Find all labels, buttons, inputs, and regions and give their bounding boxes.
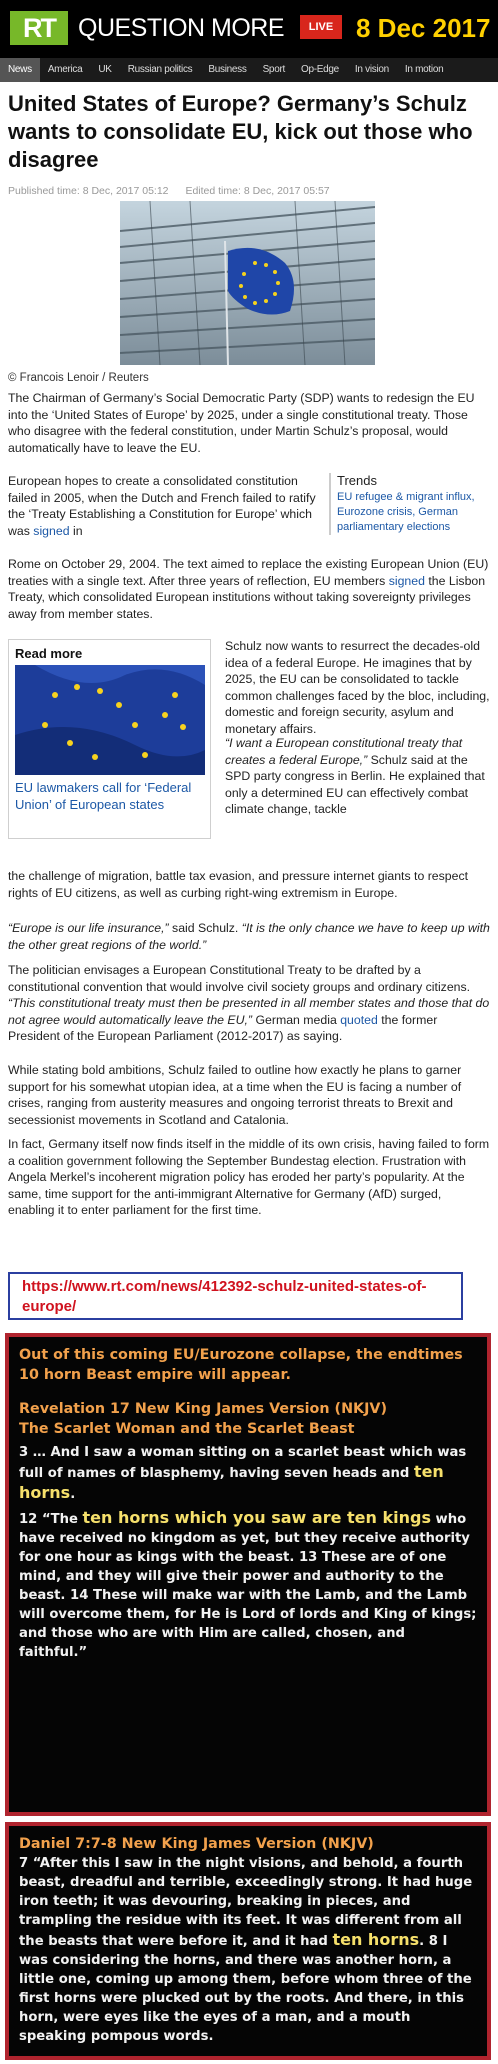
article-meta: [8, 185, 344, 197]
revelation-reference: Revelation 17 New King James Version (NKJV): [19, 1401, 388, 1417]
published-time: Published time: 8 Dec, 2017 05:12: [8, 185, 169, 197]
paragraph-4: [225, 735, 492, 818]
paragraph-1: The Chairman of Germany’s Social Democratic Party (SDP) wants to redesign the EU into the ‘United States of Europe’ by 2025, under a single constitutional treaty. Those who disagree with the federal constitution, under Martin Schulz’s proposal, would automatically have to leave the EU.: [8, 391, 475, 455]
verse-7-text-a: 7 “After this I saw in the night visions, and behold, a fourth beast, dreadful and terrible, exceedingly strong. It had huge iron teeth; it was devouring, breaking in pieces, and trampling the residue with its feet. It was different from all the beasts that were before it, and it had: [19, 1856, 473, 1949]
quote-federal-europe: “I want a European constitutional treaty that creates a federal Europe,”: [225, 736, 463, 767]
live-button[interactable]: LIVE: [300, 15, 342, 39]
signed-link-2[interactable]: signed: [388, 573, 425, 588]
daniel-reference: Daniel 7:7-8 New King James Version (NKJV): [19, 1836, 374, 1852]
trend-link-eurozone[interactable]: Eurozone crisis, German: [337, 506, 459, 518]
verse-7-highlight: ten horns: [332, 1930, 420, 1949]
site-header: [0, 0, 498, 58]
nav-item-business[interactable]: Business: [208, 64, 247, 75]
nav-item-sport[interactable]: Sport: [262, 64, 285, 75]
read-more-link[interactable]: EU lawmakers call for ‘Federal Union’ of European states: [15, 780, 192, 812]
date-label: 8 Dec 2017: [356, 13, 491, 43]
daniel-box: [5, 1822, 491, 2060]
verse-12-text-a: 12 “The: [19, 1512, 83, 1527]
trend-link-elections[interactable]: parliamentary elections: [337, 521, 451, 533]
article-headline: United States of Europe? Germany’s Schulz wants to consolidate EU, kick out those who disagree: [8, 91, 473, 172]
paragraph-2-text-c: Rome on October 29, 2004. The text aimed to replace the existing European Union (EU) treaties with a single text. After three years of reflection, EU members: [8, 557, 489, 588]
quote-only-chance: “It is the only chance we have to keep up with the other great regions of the world.”: [8, 921, 490, 952]
trends-box: [329, 473, 498, 535]
commentary-lead: Out of this coming EU/Eurozone collapse, the endtimes 10 horn Beast empire will appear.: [19, 1347, 463, 1383]
verse-3-text-b: .: [70, 1487, 76, 1502]
quote-constitutional-treaty: “This constitutional treaty must then be presented in all member states and those that do not agree would automatically leave the EU,”: [8, 996, 490, 1027]
read-more-title: Read more: [15, 646, 83, 661]
main-nav: [0, 58, 498, 82]
paragraph-3: Schulz now wants to resurrect the decades-old idea of a federal Europe. He imagines that by 2025, the EU can be consolidated to tackle common challenges faced by the bloc, including, domestic and foreign security, asylum and monetary affairs.: [225, 639, 490, 736]
nav-item-op-edge[interactable]: Op-Edge: [300, 64, 339, 75]
hero-image: [120, 201, 375, 365]
paragraph-7: While stating bold ambitions, Schulz failed to outline how exactly he plans to garner support for his somewhat utopian idea, at a time when the EU is facing a number of crises, ranging from austerity measures and ongoing terrorist threats to Brexit and secessionist movements in Scotland and Catalonia.: [8, 1063, 462, 1127]
paragraph-5-text: said Schulz.: [168, 921, 242, 935]
verse-12-highlight: ten horns which you saw are ten kings: [82, 1508, 431, 1527]
verse-3-text-a: 3 … And I saw a woman sitting on a scarlet beast which was full of names of blasphemy, having seven heads and: [19, 1445, 467, 1481]
paragraph-2-text-d: the Lisbon Treaty, which consolidated European institutions without taking sovereignty privileges away from member states.: [8, 573, 486, 621]
source-url-link[interactable]: https://www.rt.com/news/412392-schulz-united-states-of-europe/: [22, 1278, 427, 1315]
paragraph-8: In fact, Germany itself now finds itself in the middle of its own crisis, having failed to form a coalition government following the September Bundestag election. Frustration with Angela Merkel’s incoherent migration policy has eroded her party’s popularity. At the same, time support for the anti-immigrant Alternative for Germany (AfD) surged, enabling it to enter parliament for the first time.: [8, 1137, 490, 1218]
nav-item-in-motion[interactable]: In motion: [404, 64, 444, 75]
read-more-box: [8, 639, 211, 839]
nav-item-russian-politics[interactable]: Russian politics: [127, 64, 193, 75]
paragraph-6-text-a: The politician envisages a European Constitutional Treaty to be drafted by a constitutional convention that would involve civil society groups and ordinary citizens.: [8, 963, 471, 994]
nav-item-uk[interactable]: UK: [98, 64, 112, 75]
paragraph-6-text-b: German media: [252, 1012, 341, 1027]
source-url-box: [8, 1272, 463, 1320]
paragraph-6: [8, 962, 490, 1045]
paragraph-6-text-c: the former President of the European Parliament (2012-2017) as saying.: [8, 1012, 438, 1044]
revelation-box: [5, 1333, 491, 1816]
nav-item-in-vision[interactable]: In vision: [354, 64, 389, 75]
read-more-thumbnail[interactable]: [15, 665, 205, 775]
trends-title: Trends: [337, 473, 377, 488]
verse-3-highlight: ten horns: [19, 1462, 444, 1502]
revelation-verse-12: [19, 1508, 477, 1662]
paragraph-4-continued: the challenge of migration, battle tax evasion, and pressure internet giants to respect rights of EU citizens, as well as curbing right-wing extremism in Europe.: [8, 869, 469, 900]
nav-item-news[interactable]: News: [0, 58, 40, 82]
paragraph-4-text-a: Schulz said at the SPD party congress in Berlin. He explained that only a determined EU can effectively combat climate change, tackle: [225, 752, 485, 817]
edited-time: Edited time: 8 Dec, 2017 05:57: [185, 185, 330, 197]
eu-flag-building-illustration: [120, 201, 375, 365]
revelation-verse-3: [19, 1443, 477, 1504]
verse-7-text-b: . 8 I was considering the horns, and there was another horn, a little one, coming up among them, before whom three of the first horns were plucked out by the roots. And there, in this horn, were eyes like the eyes of a man, and a mouth speaking pompous words.: [19, 1934, 472, 2044]
photo-credit: © Francois Lenoir / Reuters: [8, 372, 149, 384]
revelation-subtitle: The Scarlet Woman and the Scarlet Beast: [19, 1421, 355, 1437]
nav-item-america[interactable]: America: [47, 64, 83, 75]
quote-life-insurance: “Europe is our life insurance,”: [8, 921, 169, 935]
paragraph-2-text-b: in: [69, 523, 83, 538]
paragraph-2: [8, 473, 326, 539]
rt-logo[interactable]: RT: [10, 11, 68, 45]
eu-flags-image: [15, 665, 205, 775]
quoted-link[interactable]: quoted: [340, 1012, 378, 1027]
signed-link-1[interactable]: signed: [33, 523, 70, 538]
daniel-verse-7-8: [19, 1854, 477, 2046]
verse-12-text-b: who have received no kingdom as yet, but they receive authority for one hour as kings with the beast. 13 These are of one mind, and they will give their power and authority to the beast. 14 These will make war with the Lamb, and the Lamb will overcome them, for He is Lord of lords and King of kings; and those who are with Him are called, chosen, and faithful.”: [19, 1512, 477, 1660]
trend-link-refugee[interactable]: EU refugee & migrant influx,: [337, 491, 475, 503]
site-tagline: QUESTION MORE: [78, 14, 285, 42]
paragraph-2-text-a: European hopes to create a consolidated constitution failed in 2005, when the Dutch and French failed to ratify the ‘Treaty Establishing a Constitution for Europe’ which was: [8, 474, 316, 538]
paragraph-2-continued: [8, 556, 490, 622]
paragraph-5: [8, 920, 490, 953]
